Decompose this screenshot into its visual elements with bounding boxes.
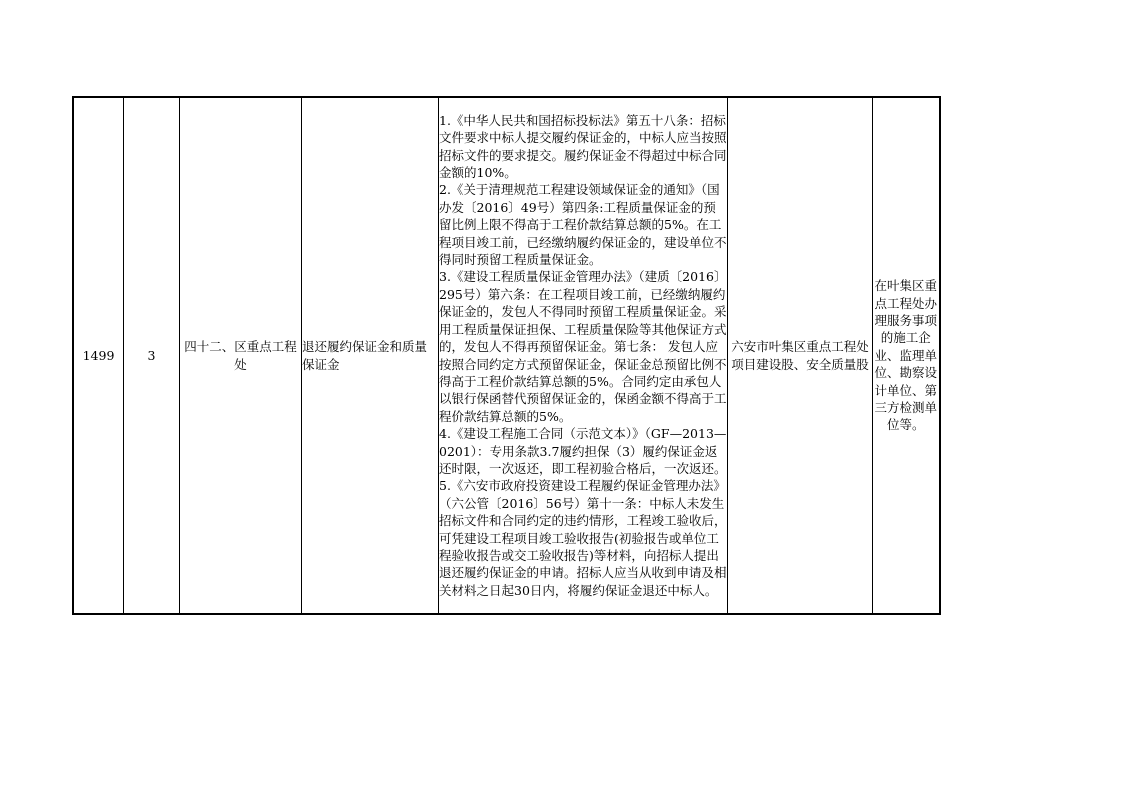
department-cell: 四十二、区重点工程处 [180, 97, 302, 614]
matter-table [72, 96, 941, 615]
legal-basis-clause-3: 3.《建设工程质量保证金管理办法》（建质〔2016〕295号）第六条：在工程项目竣工前，已经缴纳履约保证金的，发包人不得同时预留工程质量保证金。采用工程质量保证担保、工程质量保险等其他保证方式的，发包人不得再预留保证金。第七条： 发包人应按照合同约定方式预留保证金，保证金总预留比例不得高于工程价款结算总额的5%。合同约定由承包人以银行保函替代预留保证金的，保函金额不得高于工程价款结算总额的5%。 [439, 269, 727, 424]
legal-basis-cell [439, 97, 728, 614]
responsible-unit-cell: 六安市叶集区重点工程处项目建设股、安全质量股 [728, 97, 873, 614]
legal-basis-clause-1: 1.《中华人民共和国招标投标法》第五十八条：招标文件要求中标人提交履约保证金的，中标人应当按照招标文件的要求提交。履约保证金不得超过中标合同金额的10%。 [439, 112, 727, 181]
service-objects-cell: 在叶集区重点工程处办理服务事项的施工企业、监理单位、勘察设计单位、第三方检测单位等。 [873, 97, 940, 614]
item-name-cell: 退还履约保证金和质量保证金 [302, 97, 439, 614]
row-number-cell: 1499 [73, 97, 124, 614]
legal-basis-clause-4: 4.《建设工程施工合同（示范文本）》（GF—2013—0201）：专用条款3.7履约担保（3）履约保证金返还时限，一次返还，即工程初验合格后，一次返还。 [439, 426, 727, 476]
legal-basis-clause-5: 5.《六安市政府投资建设工程履约保证金管理办法》（六公管〔2016〕56号）第十一条：中标人未发生招标文件和合同约定的违约情形，工程竣工验收后，可凭建设工程项目竣工验收报告(初验报告或单位工程验收报告或交工验收报告)等材料，向招标人提出退还履约保证金的申请。招标人应当从收到申请及相关材料之日起30日内，将履约保证金退还中标人。 [439, 478, 727, 598]
legal-basis-clause-2: 2.《关于清理规范工程建设领域保证金的通知》（国办发〔2016〕49号）第四条:工程质量保证金的预留比例上限不得高于工程价款结算总额的5%。在工程项目竣工前，已经缴纳履约保证金的，建设单位不得同时预留工程质量保证金。 [439, 182, 727, 268]
row-sequence-cell: 3 [124, 97, 180, 614]
table-row [73, 97, 940, 614]
